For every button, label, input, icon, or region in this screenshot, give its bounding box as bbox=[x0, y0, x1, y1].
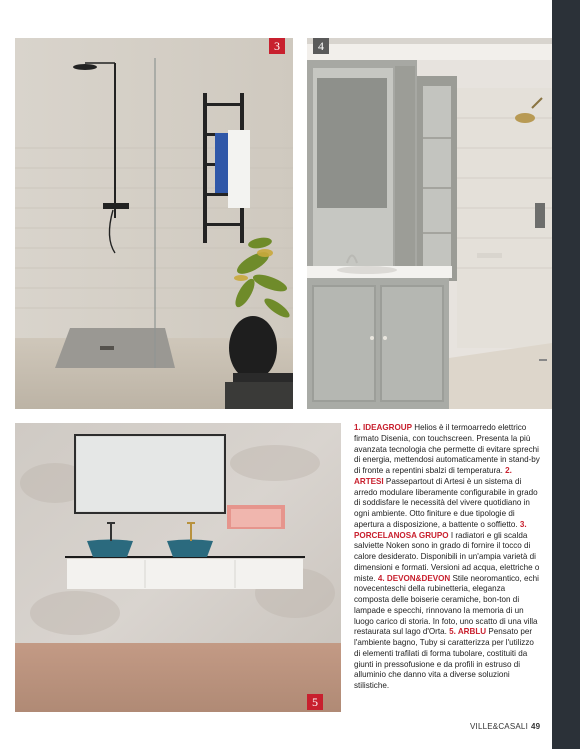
brand-name: 2. ARTESI bbox=[354, 466, 512, 486]
brand-description: Helios è il termoarredo elettrico firmato Disenia, con touchscreen. Presenta la più avanzata tecnologia che permette di evitare sprechi di energia, mettendosi automaticamente in stand-by di fronte a repentini sbalzi di temperatura. bbox=[354, 423, 540, 475]
brand-name: 5. ARBLU bbox=[449, 627, 487, 637]
photo-shower-radiator bbox=[15, 38, 293, 409]
brand-description: I radiatori e gli scalda salviette Noken sono in grado di fornire il tocco di calore desiderato. Disponibili in un'ampia varietà di dimensioni e formati. Versioni ad acqua, elettriche o miste. bbox=[354, 530, 540, 583]
photo-tubular-vanity bbox=[15, 423, 341, 712]
brand-name: 4. DEVON&DEVON bbox=[377, 573, 451, 583]
photo-number-badge: 3 bbox=[269, 38, 285, 54]
photo-number-badge: 5 bbox=[307, 694, 323, 710]
brand-name: 3. PORCELANOSA GRUPO bbox=[354, 519, 527, 540]
brand-description: Stile neoromantico, echi novecenteschi della rubinetteria, eleganza composta delle boiserie ceramiche, bon-ton di lampade e specchi, rinnovano la memoria di un luogo carico di storia. In foto, uno scatto di una villa restaurata sul lago d'Orta. bbox=[354, 573, 539, 637]
article-body bbox=[354, 423, 542, 692]
brand-description: Pensato per l'ambiente bagno, Tuby si caratterizza per l'utilizzo di elementi trafilati di forma tubolare, costituiti da giunti in pressofusione e da profili in estruso di alluminio che danno vita a diverse soluzioni stilistiche. bbox=[354, 627, 534, 690]
photo-classic-vanity bbox=[307, 38, 552, 409]
article-paragraph bbox=[354, 423, 542, 692]
side-color-strip bbox=[552, 0, 580, 749]
page-footer bbox=[470, 722, 540, 731]
brand-description: Passepartout di Artesi è un sistema di arredo modulare liberamente configurabile in grado di soddisfare le necessità del vivere quotidiano in ogni ambiente. Otto finiture e due tipologie di apertura a disposizione, a battente o soffietto. bbox=[354, 476, 538, 529]
photo-number-badge: 4 bbox=[313, 38, 329, 54]
page-number: 49 bbox=[531, 722, 541, 731]
brand-name: 1. IDEAGROUP bbox=[354, 423, 413, 432]
magazine-name: VILLE&CASALI bbox=[470, 722, 528, 731]
